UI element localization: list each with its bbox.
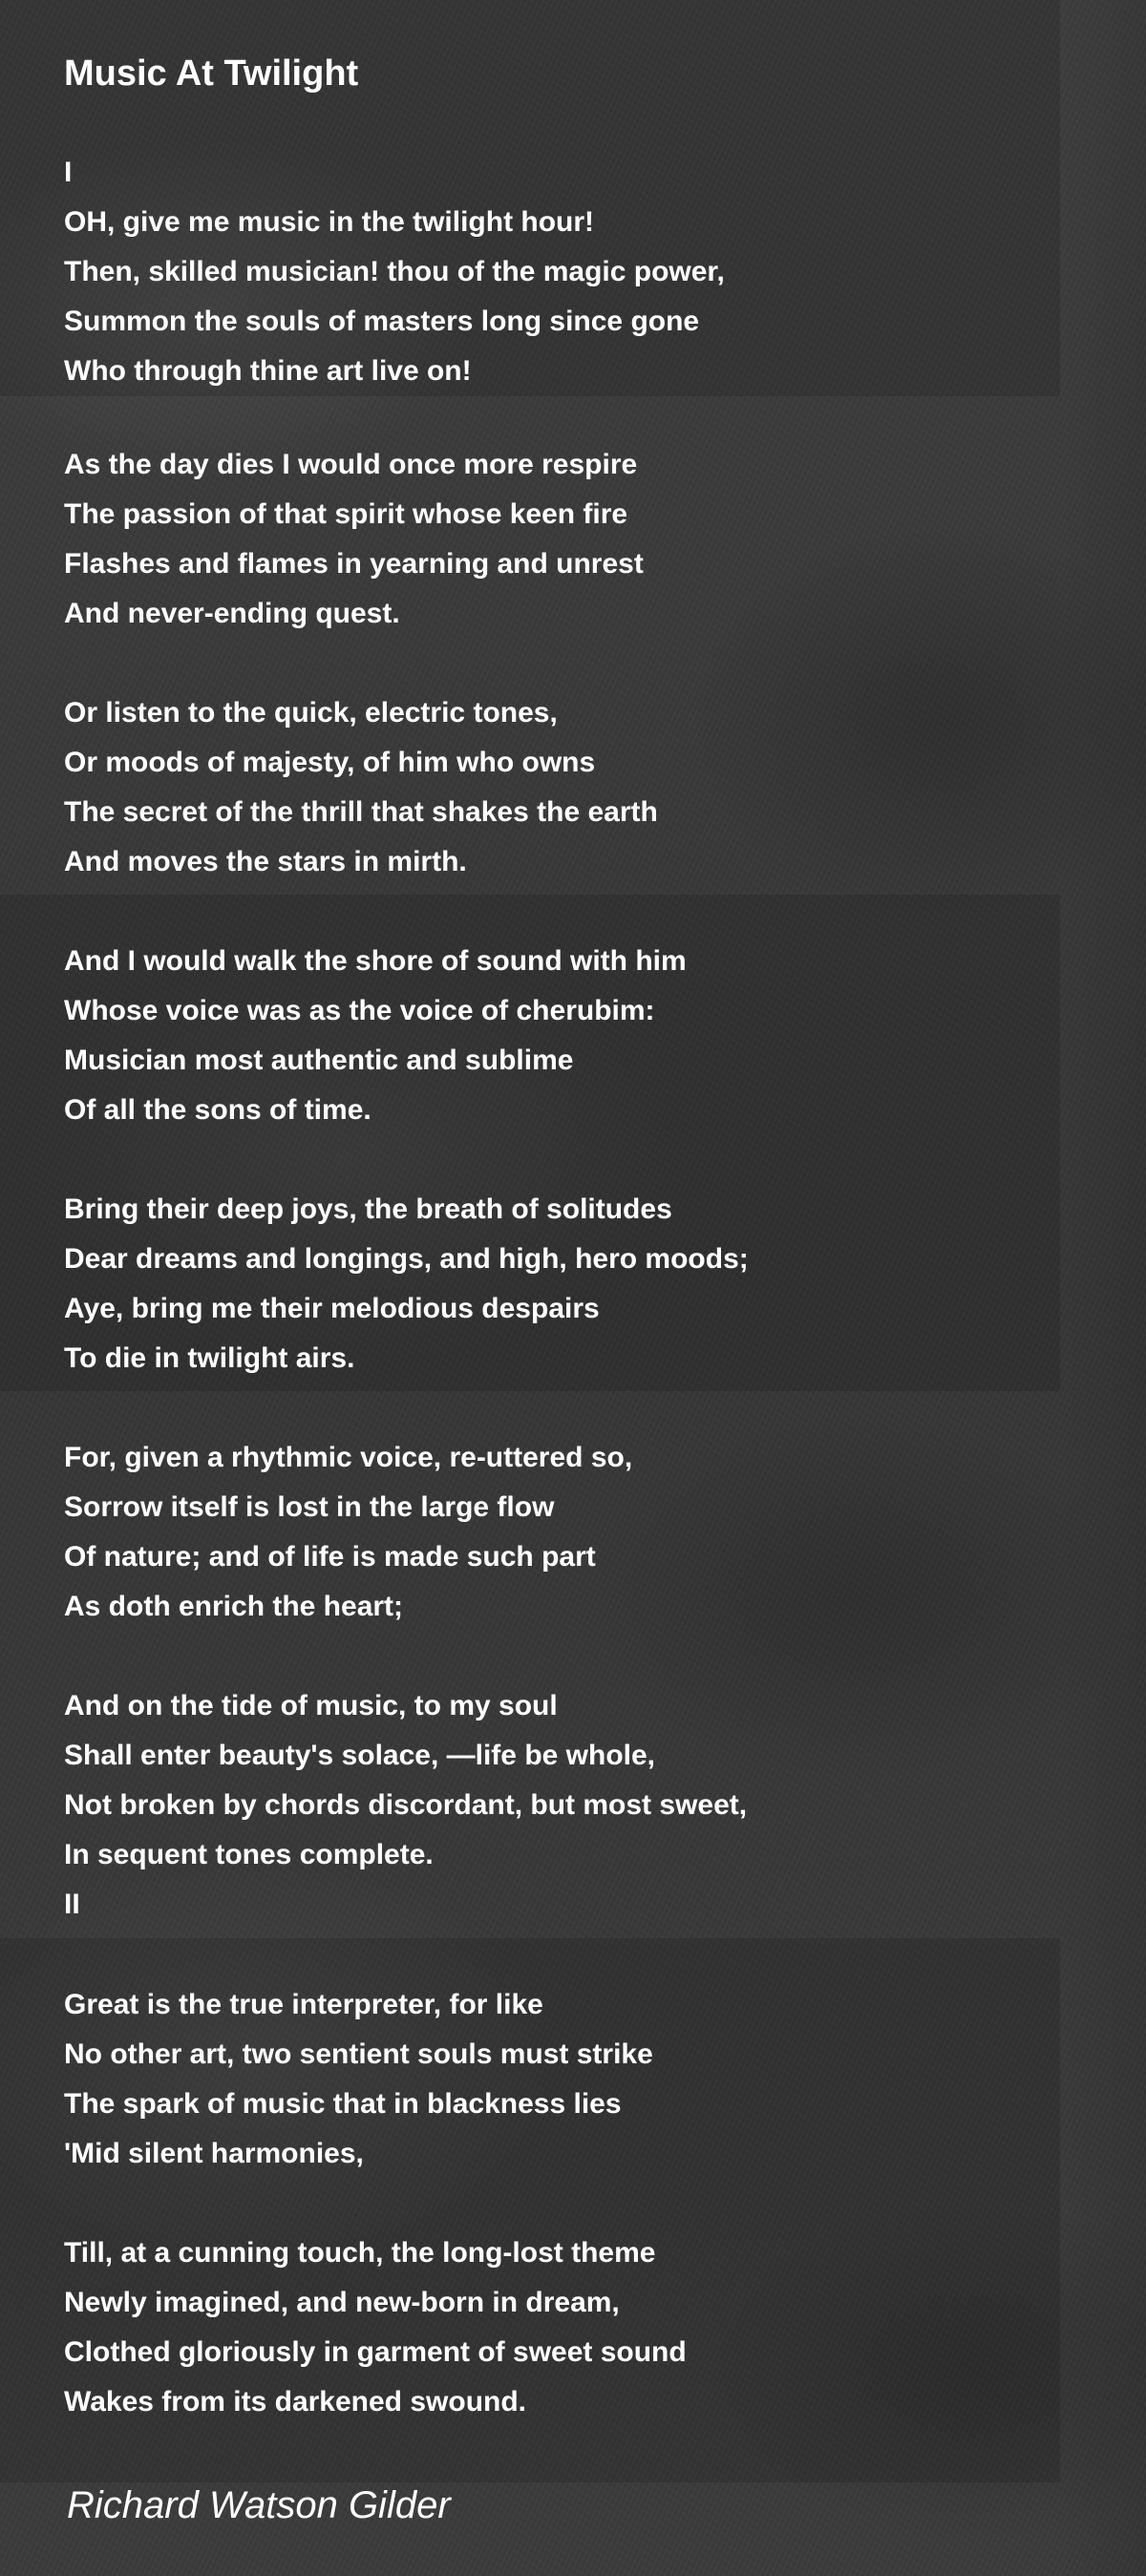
poem-line: The secret of the thrill that shakes the earth	[64, 796, 658, 828]
poem-line: Dear dreams and longings, and high, hero moods;	[64, 1243, 749, 1275]
poem-line: Bring their deep joys, the breath of solitudes	[64, 1193, 672, 1225]
poem-line: Of all the sons of time.	[64, 1094, 371, 1126]
poem-title: Music At Twilight	[64, 53, 359, 94]
poem-line: To die in twilight airs.	[64, 1342, 355, 1374]
poem-line: Summon the souls of masters long since gone	[64, 306, 700, 337]
poem-line: And on the tide of music, to my soul	[64, 1690, 558, 1721]
poem-line: II	[64, 1889, 80, 1920]
stanza	[64, 688, 658, 887]
stanza	[64, 440, 644, 639]
poem-line: Newly imagined, and new-born in dream,	[64, 2287, 620, 2318]
poem-line: Who through thine art live on!	[64, 355, 472, 387]
poem-line: Till, at a cunning touch, the long-lost theme	[64, 2237, 656, 2269]
poem-line: Great is the true interpreter, for like	[64, 1989, 543, 2020]
poem-line: I	[64, 157, 73, 188]
poem-line: Of nature; and of life is made such part	[64, 1541, 596, 1573]
poem-line: The passion of that spirit whose keen fire	[64, 498, 628, 530]
poem-line: Not broken by chords discordant, but most sweet,	[64, 1789, 748, 1821]
poem-line: Flashes and flames in yearning and unrest	[64, 548, 644, 580]
poem-line: And moves the stars in mirth.	[64, 846, 467, 877]
stanza	[64, 1681, 747, 1930]
background-edge-shade	[1060, 0, 1146, 2576]
poem-line: Sorrow itself is lost in the large flow	[64, 1491, 555, 1523]
poem-line: OH, give me music in the twilight hour!	[64, 206, 595, 238]
stanza	[64, 148, 725, 396]
poem-line: For, given a rhythmic voice, re-uttered so,	[64, 1442, 633, 1473]
stanza	[64, 937, 687, 1135]
poem-line: Then, skilled musician! thou of the magic power,	[64, 256, 725, 287]
poem-line: And I would walk the shore of sound with him	[64, 945, 687, 977]
poem-line: Whose voice was as the voice of cherubim:	[64, 995, 655, 1026]
stanza	[64, 1433, 632, 1632]
poem-line: As doth enrich the heart;	[64, 1591, 404, 1622]
stanza	[64, 1980, 653, 2179]
poem-line: As the day dies I would once more respire	[64, 449, 638, 480]
poem-line: Aye, bring me their melodious despairs	[64, 1293, 600, 1324]
stanza	[64, 2228, 687, 2427]
poem-line: And never-ending quest.	[64, 598, 400, 629]
poem-author: Richard Watson Gilder	[67, 2484, 451, 2526]
poem-line: In sequent tones complete.	[64, 1839, 434, 1870]
poem-line: Or listen to the quick, electric tones,	[64, 697, 558, 728]
poem-line: No other art, two sentient souls must strike	[64, 2038, 653, 2070]
poem-line: 'Mid silent harmonies,	[64, 2138, 364, 2169]
poem-line: Musician most authentic and sublime	[64, 1045, 574, 1076]
poem-line: Clothed gloriously in garment of sweet sound	[64, 2336, 687, 2368]
poem-line: Wakes from its darkened swound.	[64, 2386, 526, 2418]
poem-line: Or moods of majesty, of him who owns	[64, 747, 596, 778]
stanza	[64, 1185, 749, 1383]
poem-line: Shall enter beauty's solace, —life be whole,	[64, 1740, 655, 1771]
poem-line: The spark of music that in blackness lies	[64, 2088, 622, 2120]
